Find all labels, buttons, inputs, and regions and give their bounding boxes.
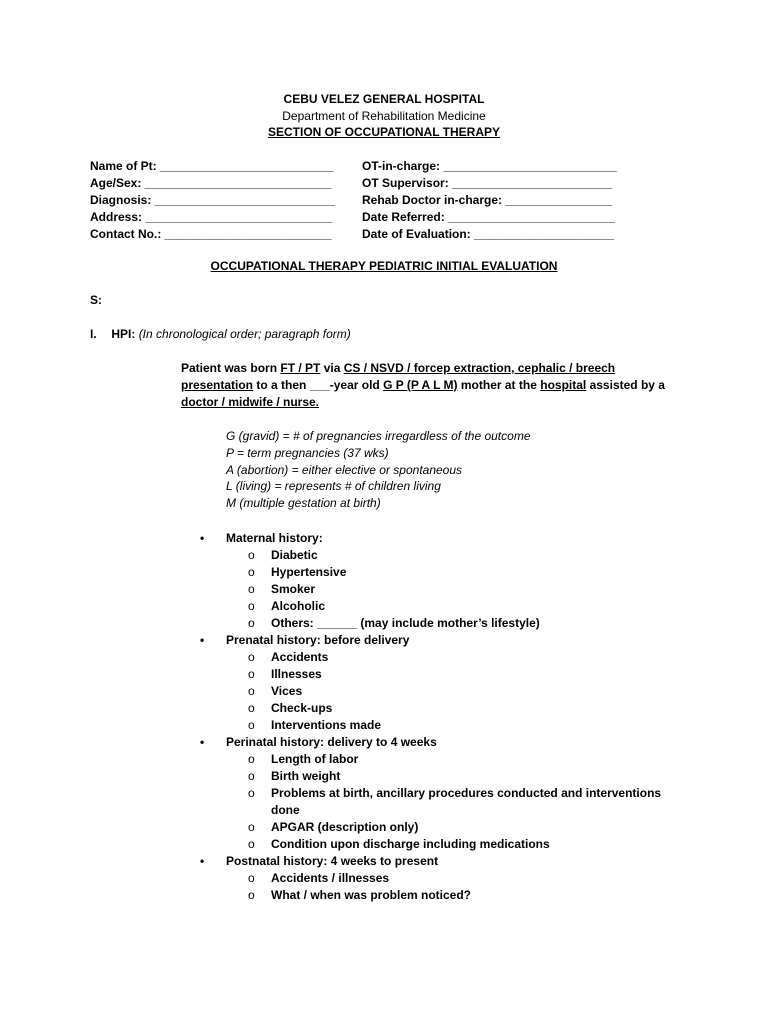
list-item-perinatal [0,734,768,751]
history-list [0,530,768,904]
bullet-icon: • [200,853,205,868]
age-sex-field: Age/Sex: ____________________________ [90,176,332,190]
circle-bullet-icon: o [248,616,255,630]
item-text: Problems at birth, ancillary procedures conducted and interventions done [271,786,662,817]
definition-line: M (multiple gestation at birth) [226,496,381,511]
item-text: Vices [271,684,303,698]
list-item [0,751,768,768]
circle-bullet-icon: o [248,718,255,732]
date-of-evaluation-field: Date of Evaluation: _____________________ [362,227,615,241]
item-text: Smoker [271,582,316,596]
list-item [0,649,768,666]
staff-fields [362,158,617,243]
item-text: What / when was problem noticed? [271,887,472,902]
list-item [0,598,768,615]
circle-bullet-icon: o [248,786,255,800]
circle-bullet-icon: o [248,667,255,681]
para-text: to a then [253,378,310,392]
definition-line: L (living) = represents # of children living [226,479,441,494]
list-item [0,700,768,717]
patient-fields [90,158,335,243]
item-text: Accidents [271,650,329,664]
item-text: Interventions made [271,718,382,732]
definition-line: G (gravid) = # of pregnancies irregardless of the outcome [226,429,531,443]
document-header [0,91,768,141]
list-item [0,547,768,564]
circle-bullet-icon: o [248,684,255,698]
para-text: via [320,361,344,375]
item-text: Length of labor [271,752,359,766]
hospital-name: CEBU VELEZ GENERAL HOSPITAL [283,92,485,106]
list-item [0,666,768,683]
item-text: Hypertensive [271,565,347,579]
circle-bullet-icon: o [248,769,255,783]
address-field: Address: ____________________________ [90,210,333,224]
delivery-option: CS / NSVD / forcep extraction, cephalic / breech presentation [181,361,616,392]
section-title: Perinatal history: delivery to 4 weeks [226,735,437,749]
ot-supervisor-field: OT Supervisor: ________________________ [362,176,613,190]
circle-bullet-icon: o [248,836,255,851]
hospital-option: hospital [540,378,587,392]
definition-line: A (abortion) = either elective or spontaneous [226,462,463,477]
para-text: mother at the [457,378,541,392]
list-item [0,836,768,853]
date-referred-field: Date Referred: _________________________ [362,210,615,224]
list-item [0,717,768,734]
list-item [0,887,768,904]
bullet-icon: • [200,735,205,749]
item-text: Others: ______ (may include mother’s lifestyle) [271,616,540,630]
section-name: SECTION OF OCCUPATIONAL THERAPY [267,125,500,139]
section-title: Prenatal history: before delivery [226,633,410,647]
circle-bullet-icon: o [248,752,255,766]
definition-line: P = term pregnancies (37 wks) [226,445,389,460]
subjective-label: S: [90,293,102,307]
list-item [0,870,768,887]
item-text: Diabetic [271,548,318,562]
circle-bullet-icon: o [248,819,255,834]
section-title: Postnatal history: 4 weeks to present [226,853,439,868]
item-text: Condition upon discharge including medications [271,836,550,851]
hpi-heading [90,327,351,341]
list-item [0,564,768,581]
item-text: Illnesses [271,667,322,681]
circle-bullet-icon: o [248,582,255,596]
list-item [0,785,768,819]
para-text: Patient was born [181,361,281,375]
circle-bullet-icon: o [248,599,255,613]
list-item [0,819,768,836]
hpi-number: I. [90,327,97,341]
contact-no-field: Contact No.: _________________________ [90,227,332,241]
gpalm-definitions [226,428,531,512]
item-text: Birth weight [271,769,341,783]
bullet-icon: • [200,531,205,545]
list-item-postnatal [0,853,768,870]
circle-bullet-icon: o [248,548,255,562]
rehab-doctor-field: Rehab Doctor in-charge: ________________ [362,193,613,207]
list-item-maternal [0,530,768,547]
attendant-option: doctor / midwife / nurse. [181,395,320,409]
list-item [0,768,768,785]
name-of-pt-field: Name of Pt: __________________________ [90,159,334,173]
birth-paragraph [181,360,671,411]
circle-bullet-icon: o [248,887,255,902]
gpalm-option: G P (P A L M) [383,378,458,392]
list-item [0,615,768,632]
item-text: Alcoholic [271,599,326,613]
list-item [0,683,768,700]
diagnosis-field: Diagnosis: ___________________________ [90,193,335,207]
para-text: assisted by a [586,378,665,392]
age-blank: ___ [309,378,330,392]
circle-bullet-icon: o [248,565,255,579]
hpi-note: (In chronological order; paragraph form) [138,327,351,341]
hpi-label: HPI: [111,327,136,341]
section-title: Maternal history: [226,531,323,545]
circle-bullet-icon: o [248,650,255,664]
department-name: Department of Rehabilitation Medicine [282,108,486,123]
term-option: FT / PT [280,361,321,375]
item-text: Accidents / illnesses [271,870,390,885]
list-item-prenatal [0,632,768,649]
item-text: APGAR (description only) [271,819,419,834]
evaluation-title: OCCUPATIONAL THERAPY PEDIATRIC INITIAL EVALUATION [210,259,558,273]
circle-bullet-icon: o [248,701,255,715]
ot-in-charge-field: OT-in-charge: __________________________ [362,159,617,173]
bullet-icon: • [200,633,205,647]
item-text: Check-ups [271,701,333,715]
circle-bullet-icon: o [248,870,255,885]
list-item [0,581,768,598]
para-text: -year old [329,378,384,392]
